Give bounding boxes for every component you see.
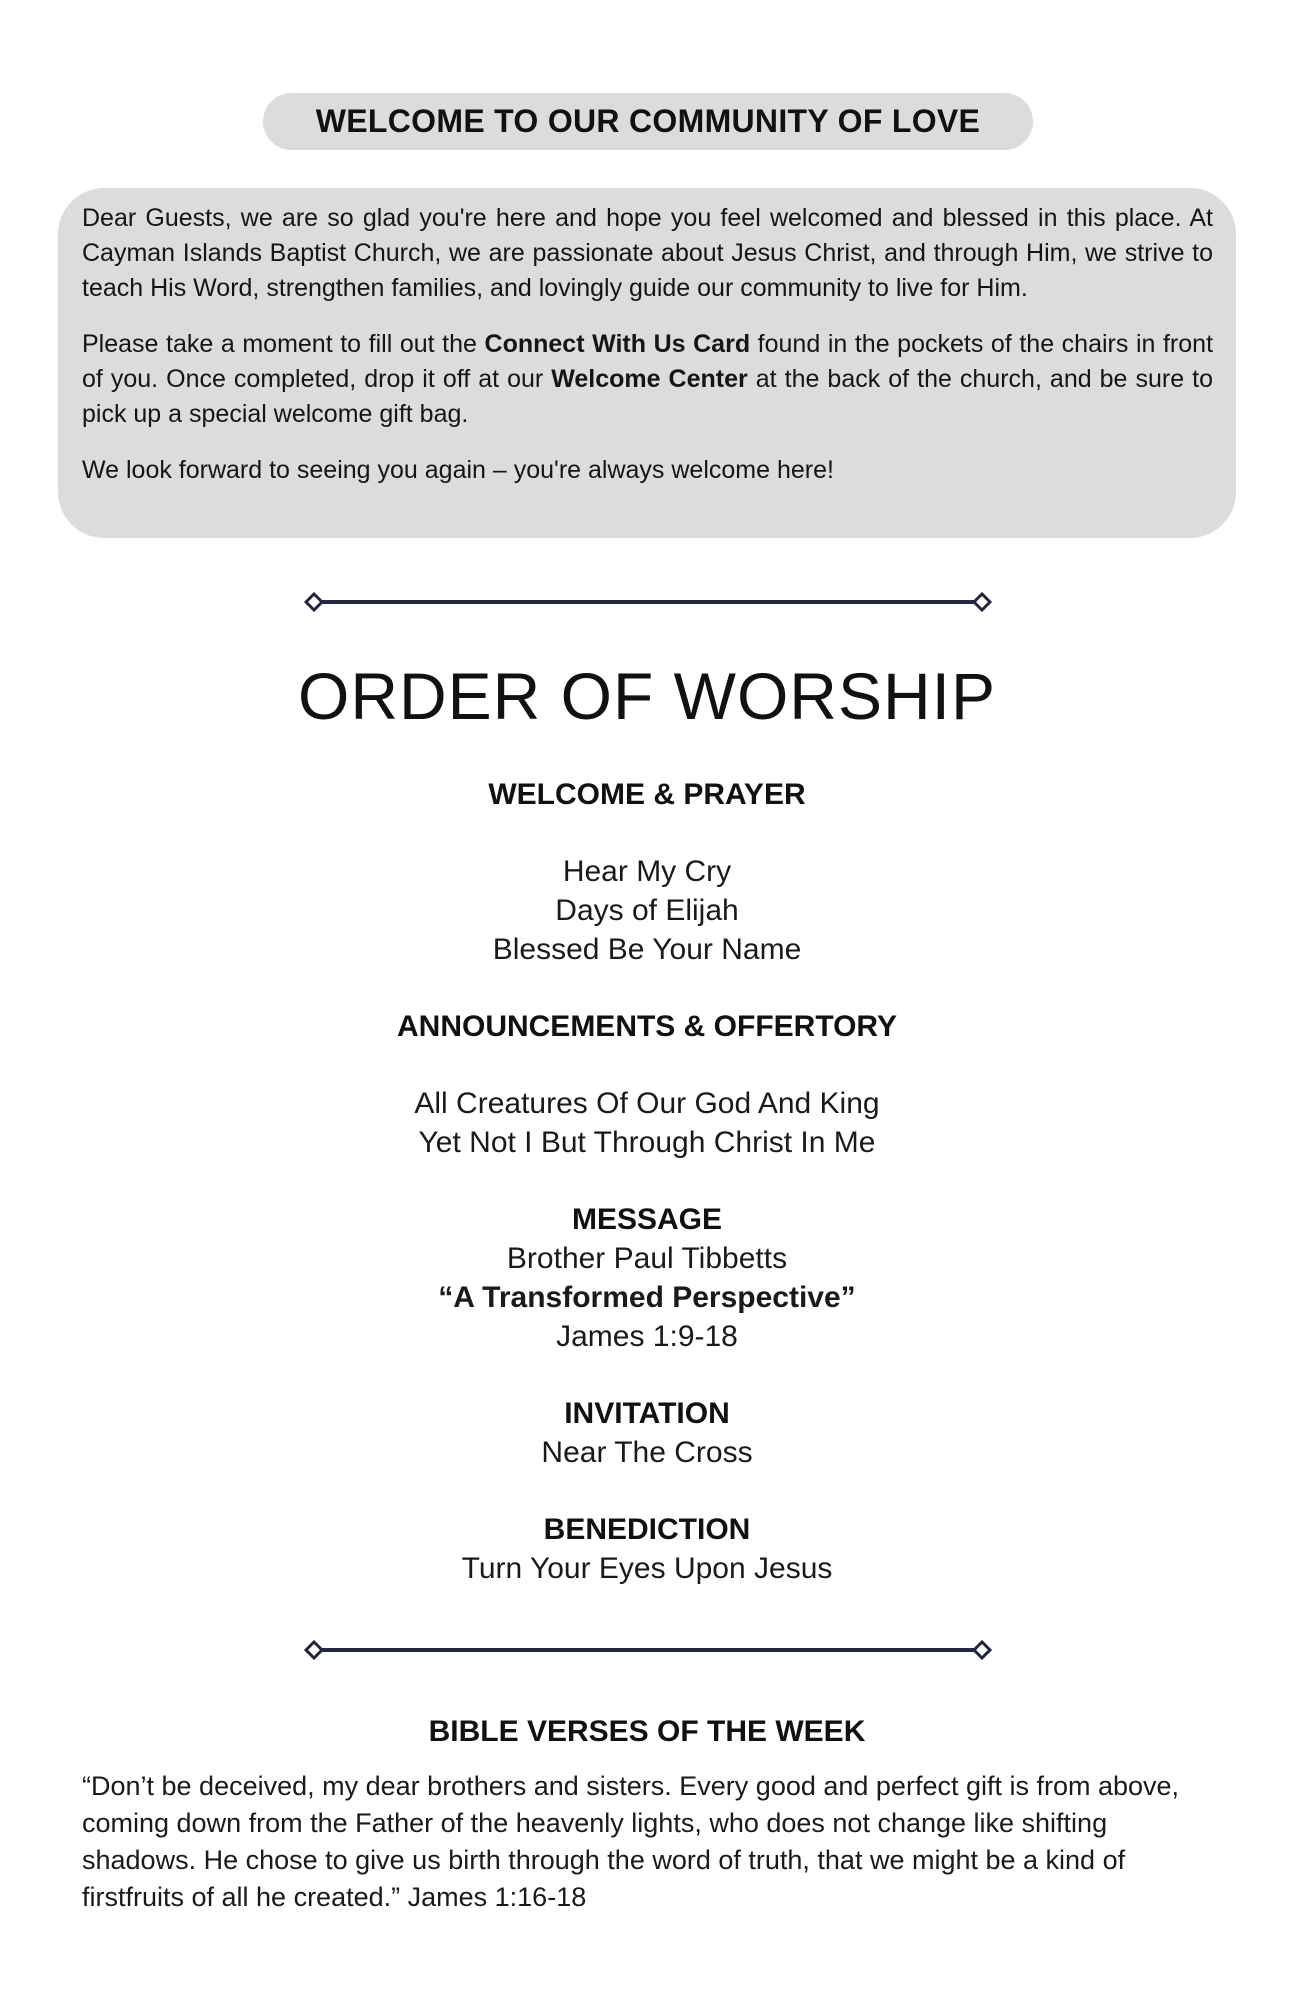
song-item: Turn Your Eyes Upon Jesus	[461, 1552, 833, 1585]
order-of-worship-title: ORDER OF WORSHIP	[297, 659, 996, 733]
song-item: Hear My Cry	[562, 855, 732, 888]
section-heading: INVITATION	[564, 1397, 730, 1430]
song-item: All Creatures Of Our God And King	[414, 1087, 880, 1120]
section-divider-top	[303, 591, 993, 613]
section-heading: MESSAGE	[571, 1203, 723, 1236]
welcome-paragraph-connect	[82, 327, 1213, 432]
worship-section-message	[0, 1200, 1294, 1356]
welcome-center-label: Welcome Center	[551, 365, 748, 393]
song-item: Yet Not I But Through Christ In Me	[418, 1126, 876, 1159]
worship-section-welcome-prayer	[0, 775, 1294, 969]
worship-section-invitation	[0, 1394, 1294, 1472]
worship-section-announcements	[0, 1007, 1294, 1162]
welcome-banner: WELCOME TO OUR COMMUNITY OF LOVE	[263, 93, 1033, 150]
section-heading: BENEDICTION	[543, 1513, 751, 1546]
song-item: Near The Cross	[541, 1436, 753, 1469]
section-heading: ANNOUNCEMENTS & OFFERTORY	[396, 1010, 897, 1043]
connect-text-1: Please take a moment to fill out the	[82, 330, 485, 358]
scripture-reference: James 1:9-18	[556, 1320, 738, 1353]
speaker-name: Brother Paul Tibbetts	[506, 1242, 788, 1275]
connect-text-2: found in the pockets of the chairs in front of you. Once completed, drop it off at our	[82, 330, 1214, 393]
song-item: Blessed Be Your Name	[492, 933, 802, 966]
connect-text-3: at the back of the church, and be sure to pick up a special welcome gift bag.	[82, 365, 1213, 428]
welcome-message-box	[58, 188, 1236, 538]
bible-verses-heading: BIBLE VERSES OF THE WEEK	[428, 1715, 866, 1748]
section-heading: WELCOME & PRAYER	[488, 778, 806, 811]
sermon-title: “A Transformed Perspective”	[438, 1281, 856, 1314]
order-of-worship-list	[0, 775, 1294, 1626]
connect-card-label: Connect With Us Card	[484, 330, 751, 358]
bible-verses-text: “Don’t be deceived, my dear brothers and sisters. Every good and perfect gift is from above, coming down from the Father of the heavenly lights, who does not change like shifting shadows. He chose to give us birth through the word of truth, that we might be a kind of firstfruits of all he created.” James 1:16-18	[82, 1771, 1180, 1912]
section-divider-bottom	[303, 1639, 993, 1661]
worship-section-benediction	[0, 1510, 1294, 1588]
welcome-paragraph-intro: Dear Guests, we are so glad you're here and hope you feel welcomed and blessed in this place. At Cayman Islands Baptist Church, we are passionate about Jesus Christ, and through Him, we strive to teach His Word, strengthen families, and lovingly guide our community to live for Him.	[82, 204, 1213, 302]
welcome-paragraph-closing: We look forward to seeing you again – you're always welcome here!	[82, 456, 834, 484]
song-item: Days of Elijah	[555, 894, 739, 927]
